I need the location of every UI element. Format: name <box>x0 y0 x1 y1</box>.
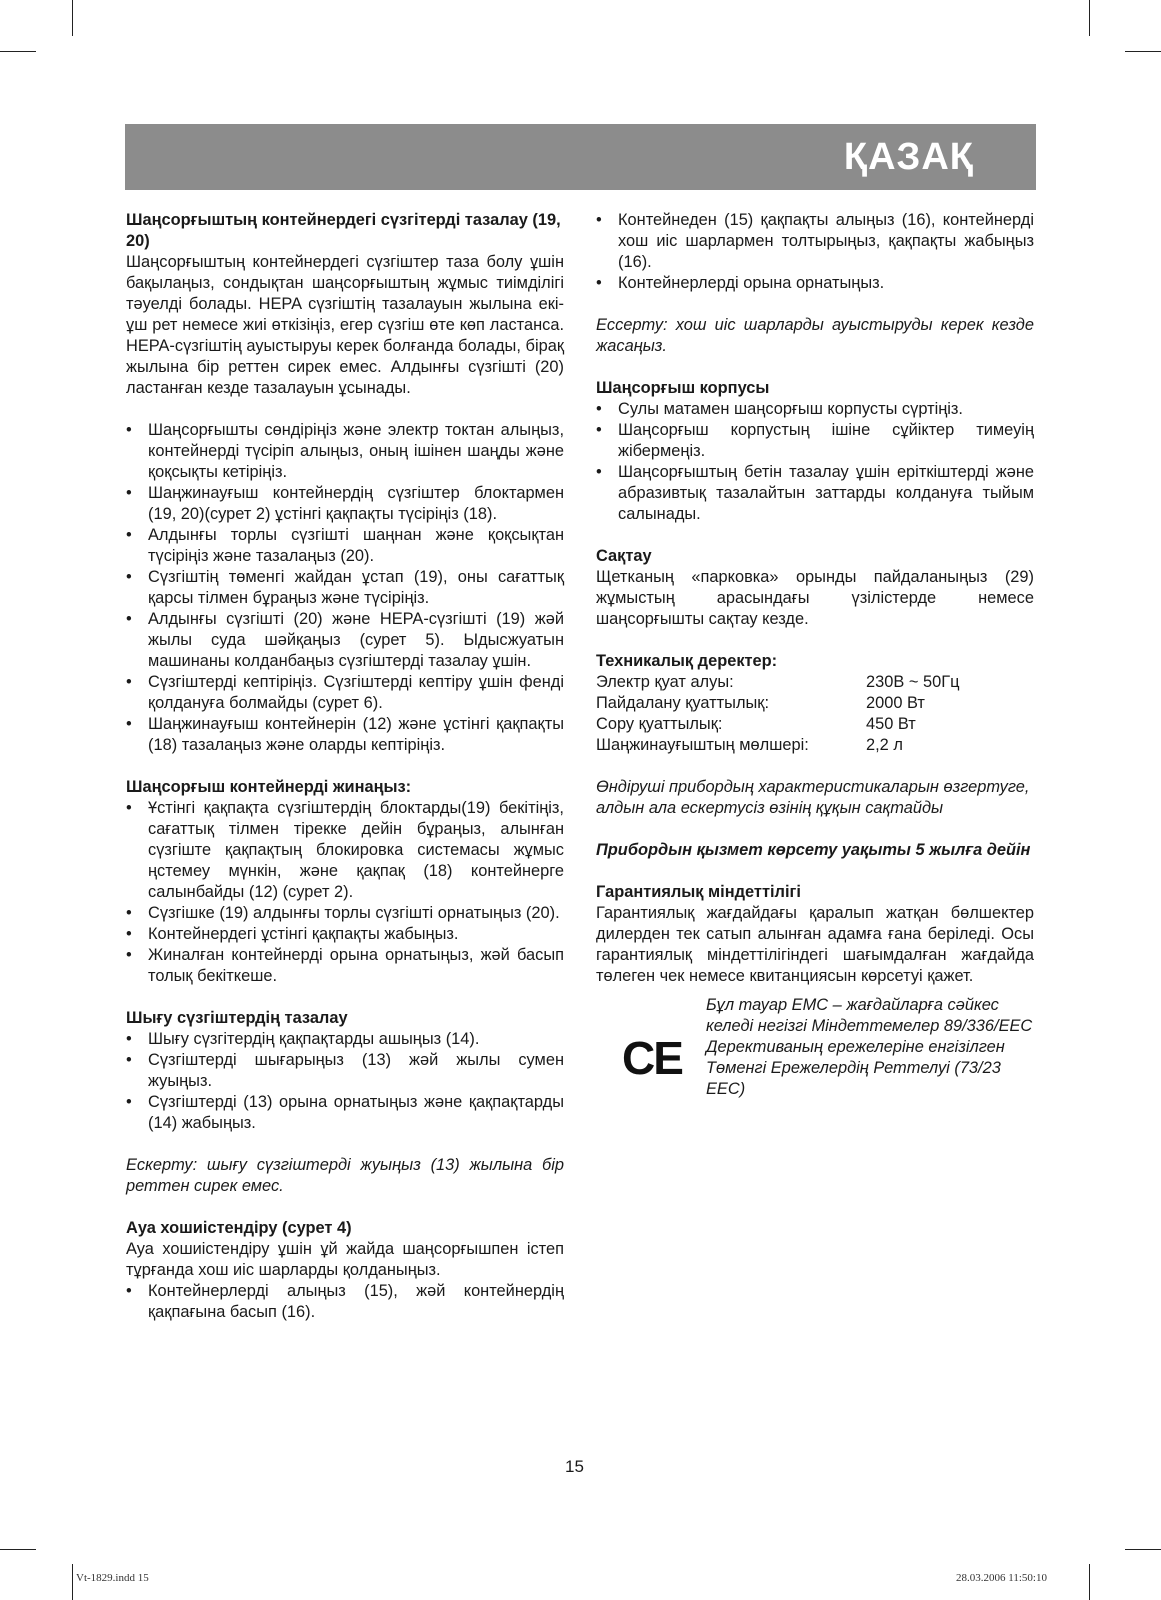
outlet-filters-list <box>126 1029 564 1134</box>
section-title-storage: Сақтау <box>596 547 652 565</box>
aroma-list <box>126 1281 564 1323</box>
spec-row <box>596 693 1034 714</box>
section-text-filter-cleaning: Шаңсорғыштың контейнердегі сүзгіштер таза болу ұшін бақылаңыз, сондықтан шаңсорғыштың жұмыс тиімділігі тәуелді болады. HEPA сүзгіштің тазалауын жылына екі-ұш рет немесе жиі өткізіңіз, егер сүзгіш өте көп ластанса. HEPA-сүзгіштің ауыстыруы керек болғанда болады, бірақ жылына бір реттен сирек емес. Алдынғы сүзгішті (20) ластанған кезде тазалауын ұсынады. <box>126 253 564 397</box>
spec-label: Шаңжинауғыштың мөлшері: <box>596 736 809 754</box>
body-list <box>596 399 1034 525</box>
crop-mark <box>1089 1564 1090 1600</box>
ce-text: Бұл тауар ЕМС – жағдайларға сәйкес келеді негізгі Міндеттемелер 89/336/ЕЕС Дерективаның ережелеріне енгізілген Төменгі Ережелердің Реттелуі (73/23 ЕЕС) <box>706 996 1033 1098</box>
aroma-note: Ессерту: хош иіс шарларды ауыстыруды керек кезде жасаңыз. <box>596 316 1034 355</box>
section-title-aroma: Ауа хошиістендіру (сурет 4) <box>126 1219 352 1237</box>
list-item: • Алдынғы сүзгішті (20) және HEPA-сүзгішті (19) жәй жылы суда шәйқаңыз (сурет 5). Ыдысжуатын машинаны колданбаңыз сүзгіштерді тазалау ұшін. <box>126 609 564 672</box>
footer-date: 28.03.2006 11:50:10 <box>956 1572 1047 1584</box>
spec-value: 2000 Вт <box>866 694 925 712</box>
section-text-warranty: Гарантиялық жағдайдағы қаралып жатқан бөлшектер дилерден тек сатып алынған адамға ғана беріледі. Осы гарантиялық міндеттілігіндегі шағымдалған жағдайда төлеген чек немесе квитанциясын көрсетуі қажет. <box>596 904 1034 985</box>
service-life-note: Прибордын қызмет көрсету уақыты 5 жылға дейін <box>596 841 1031 859</box>
section-title-outlet-filters: Шығу сүзгіштердің тазалау <box>126 1009 348 1027</box>
manufacturer-note: Өндіруші прибордың характеристикаларын өзгертуге, алдын ала ескертусіз өзінің құқын сақтайды <box>596 778 1030 817</box>
spec-label: Сору қуаттылық: <box>596 715 723 733</box>
list-item: • Контейнеден (15) қақпақты алыңыз (16), контейнерді хош иіс шарлармен толтырыңыз, қақпақты жабыңыз (16). <box>596 210 1034 273</box>
list-item: • Сүзгіштерді кептіріңіз. Сүзгіштерді кептіру ұшін фенді қолдануға болмайды (сурет 6). <box>126 672 564 714</box>
filter-cleaning-list <box>126 420 564 756</box>
assemble-list <box>126 798 564 987</box>
crop-mark <box>72 1564 73 1600</box>
list-item: • Сүзгіштерді (13) орына орнатыңыз және қақпақтарды (14) жабыңыз. <box>126 1092 564 1134</box>
section-title-body: Шаңсорғыш корпусы <box>596 379 770 397</box>
list-item: • Сүзгіштің төменгі жайдан ұстап (19), оны сағаттық қарсы тілмен бұраңыз және түсіріңіз. <box>126 567 564 609</box>
section-title-specs: Техникалық деректер: <box>596 652 778 670</box>
list-item: • Контейнердегі ұстінгі қақпақты жабыңыз. <box>126 924 564 945</box>
section-text-aroma: Ауа хошиістендіру ұшін ұй жайда шаңсорғышпен істеп тұрғанда хош иіс шарларды қолданыңыз. <box>126 1240 564 1279</box>
banner-title: ҚАЗАҚ <box>843 136 974 178</box>
list-item: • Жиналған контейнерді орына орнатыңыз, жәй басып толық бекіткеше. <box>126 945 564 987</box>
section-title-filter-cleaning: Шаңсорғыштың контейнердегі сүзгітерді тазалау (19, 20) <box>126 211 561 250</box>
spec-label: Электр қуат алуы: <box>596 673 734 691</box>
list-item: • Контейнерлерді алыңыз (15), жәй контейнердің қақпағына басып (16). <box>126 1281 564 1323</box>
right-column <box>596 210 1034 1127</box>
spec-row <box>596 735 1034 756</box>
ce-mark-icon: CE <box>622 1032 682 1084</box>
crop-mark <box>1125 51 1161 52</box>
crop-mark <box>1089 0 1090 36</box>
crop-mark <box>0 1549 36 1550</box>
spec-row <box>596 714 1034 735</box>
language-banner <box>125 124 1036 190</box>
ce-block <box>596 995 1034 1127</box>
crop-mark <box>72 0 73 36</box>
spec-value: 2,2 л <box>866 736 903 754</box>
list-item: • Сулы матамен шаңсорғыш корпусты сүртіңіз. <box>596 399 1034 420</box>
spec-label: Пайдалану қуаттылық: <box>596 694 770 712</box>
crop-mark <box>0 51 36 52</box>
outlet-filters-note: Ескерту: шығу сүзгіштерді жуыңыз (13) жылына бір реттен сирек емес. <box>126 1156 564 1195</box>
crop-mark <box>1125 1549 1161 1550</box>
list-item: • Ұстінгі қақпақта сүзгіштердің блоктарды(19) бекітіңіз, сағаттық тілмен тірекке дейін бұраңыз, алынған сүзгіште қақпақтың блокировка системасы жұмыс ңстемеу мүнкін, және қақпақ (18) контейнерге салынбайды (12) (сурет 2). <box>126 798 564 903</box>
list-item: • Шаңжинауғыш контейнерін (12) және ұстінгі қақпақты (18) тазалаңыз және оларды кептіріңіз. <box>126 714 564 756</box>
footer-file: Vt-1829.indd 15 <box>76 1572 149 1584</box>
list-item: • Сүзгіштерді шығарыңыз (13) жәй жылы сумен жуыңыз. <box>126 1050 564 1092</box>
page-number: 15 <box>565 1457 584 1476</box>
left-column <box>126 210 564 1323</box>
specs-table <box>596 672 1034 756</box>
section-text-storage: Щетканың «парковка» орынды пайдаланыңыз (29) жұмыстың арасындағы үзілістерде немесе шаңсорғышты сақтау кезде. <box>596 568 1034 628</box>
spec-row <box>596 672 1034 693</box>
list-item: • Шаңсорғыштың бетін тазалау ұшін еріткіштерді және абразивтық тазалайтын заттарды колдануға тыйым салынады. <box>596 462 1034 525</box>
list-item: • Алдынғы торлы сүзгішті шаңнан және қоқсықтан түсіріңіз және тазалаңыз (20). <box>126 525 564 567</box>
spec-value: 450 Вт <box>866 715 916 733</box>
list-item: • Шаңсорғыш корпустың ішіне сұйіктер тимеуің жібермеңіз. <box>596 420 1034 462</box>
list-item: • Шаңсорғышты сөндіріңіз және электр токтан алыңыз, контейнерді түсіріп алыңыз, оның ішінен шаңды және қоқсықты кетіріңіз. <box>126 420 564 483</box>
spec-value: 230В ~ 50Гц <box>866 673 960 691</box>
list-item: • Шаңжинауғыш контейнердің сүзгіштер блоктармен (19, 20)(сурет 2) ұстінгі қақпақты түсіріңіз (18). <box>126 483 564 525</box>
list-item: • Контейнерлерді орына орнатыңыз. <box>596 273 1034 294</box>
aroma-list-continued <box>596 210 1034 294</box>
section-title-assemble: Шаңсорғыш контейнерді жинаңыз: <box>126 778 412 796</box>
list-item: • Шығу сүзгітердің қақпақтарды ашыңыз (14). <box>126 1029 564 1050</box>
list-item: • Сүзгішке (19) алдынғы торлы сүзгішті орнатыңыз (20). <box>126 903 564 924</box>
section-title-warranty: Гарантиялық міндеттілігі <box>596 883 801 901</box>
